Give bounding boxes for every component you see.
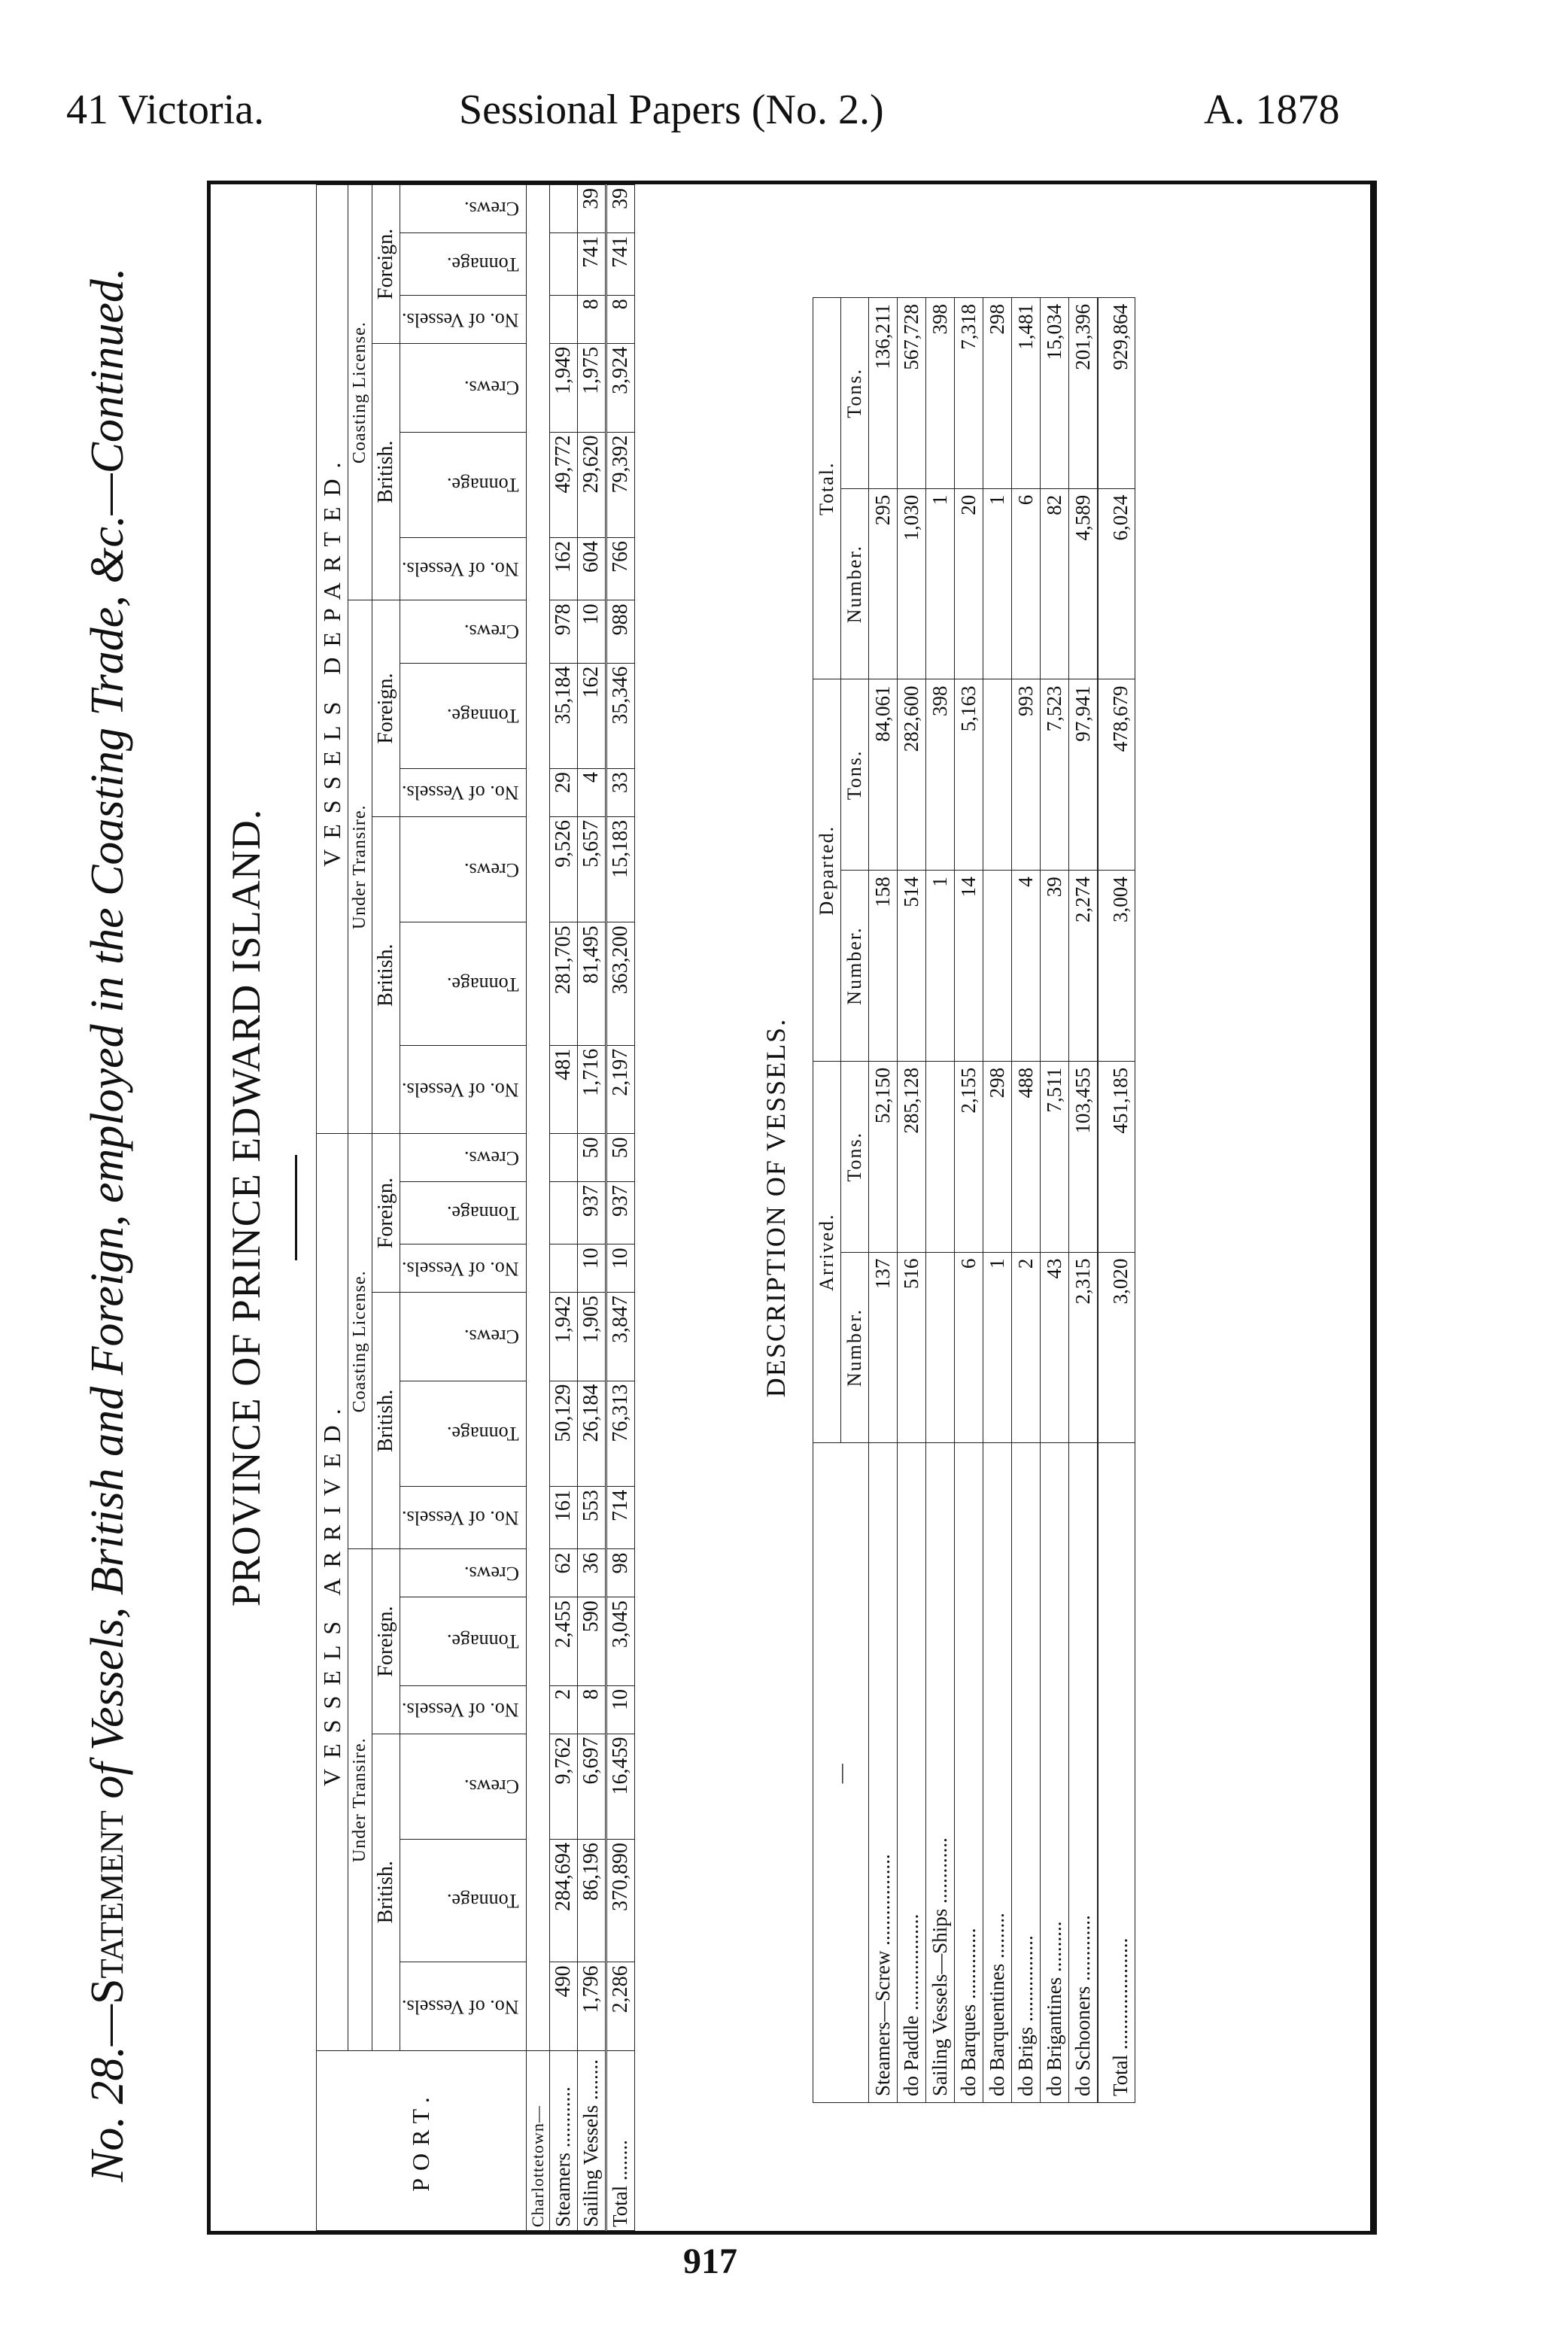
column-header-vessels [400, 1244, 527, 1293]
cell-d_ut_f-1: 162 [577, 663, 606, 769]
column-header-tonnage [400, 1840, 527, 1962]
cell-d_cl_b-0: 766 [606, 538, 634, 600]
column-header-text: Tonnage. [446, 474, 519, 497]
desc-cell-d_t: 282,600 [898, 679, 926, 871]
cell-d_ut_f-2: 988 [606, 600, 634, 663]
cell-d_cl_b-2: 1,949 [549, 343, 577, 432]
desc-cell-t_t: 201,396 [1069, 298, 1099, 489]
desc-row-label: do Barques .............. [955, 1443, 983, 2103]
cell-a_cl_b-1: 50,129 [549, 1381, 577, 1487]
cell-a_ut_b-2: 6,697 [577, 1734, 606, 1840]
cell-a_ut_b-1: 86,196 [577, 1840, 606, 1962]
nationality-header-british: British. [372, 1293, 400, 1549]
cell-d_cl_f-0: 8 [606, 296, 634, 344]
cell-d_ut_b-0: 2,197 [606, 1045, 634, 1134]
desc-cell-a_n: 6 [955, 1252, 983, 1443]
cell-a_ut_f-2: 36 [577, 1549, 606, 1597]
desc-cell-t_t: 7,318 [955, 298, 983, 489]
table-row [577, 185, 606, 2231]
cell-a_cl_f-1: 937 [577, 1182, 606, 1244]
cell-d_cl_b-0: 162 [549, 538, 577, 600]
desc-cell-d_n: 39 [1041, 871, 1069, 1062]
desc-cell-a_t: 285,128 [898, 1061, 926, 1252]
desc-cell-a_n: 3,020 [1098, 1252, 1135, 1443]
row-label: Sailing Vessels ........ [577, 2051, 606, 2231]
desc-row-label: do Schooners ............. [1069, 1443, 1099, 2103]
cell-a_ut_f-1: 2,455 [549, 1597, 577, 1686]
cell-d_cl_f-1: 741 [606, 232, 634, 295]
cell-a_cl_f-2 [549, 1134, 577, 1182]
column-header-text: No. of Vessels. [402, 1995, 519, 2018]
desc-cell-d_t: 97,941 [1069, 679, 1099, 871]
desc-row [1041, 298, 1069, 2103]
nationality-header-british: British. [372, 343, 400, 600]
cell-d_cl_f-2: 39 [606, 185, 634, 233]
desc-cell-a_n [926, 1252, 955, 1443]
column-header-text: Tonnage. [446, 1202, 519, 1225]
desc-row-label: do Brigantines .......... [1041, 1443, 1069, 2103]
column-header-text: No. of Vessels. [402, 782, 519, 804]
column-header-text: Crews. [463, 859, 519, 881]
column-header-crews [400, 600, 527, 663]
town-spacer [526, 185, 549, 2051]
nationality-header-british: British. [372, 1734, 400, 2050]
cell-d_cl_f-0: 8 [577, 296, 606, 344]
province-title: PROVINCE OF PRINCE EDWARD ISLAND. [223, 808, 269, 1607]
desc-departed-number: Number. [841, 871, 869, 1062]
port-header: PORT. [317, 2051, 527, 2231]
desc-row [983, 298, 1012, 2103]
desc-cell-d_t: 5,163 [955, 679, 983, 871]
desc-cell-d_n: 2,274 [1069, 871, 1099, 1062]
nationality-header-foreign: Foreign. [372, 1134, 400, 1293]
desc-departed-tons: Tons. [841, 679, 869, 871]
desc-row [1069, 298, 1099, 2103]
row-label: Total ........ [606, 2051, 634, 2231]
cell-a_cl_b-2: 1,905 [577, 1293, 606, 1381]
cell-a_ut_f-0: 10 [606, 1685, 634, 1734]
desc-cell-t_t: 567,728 [898, 298, 926, 489]
arrived-coasting-license: Coasting License. [348, 1134, 372, 1549]
cell-a_cl_b-1: 26,184 [577, 1381, 606, 1487]
cell-a_cl_f-0: 10 [606, 1244, 634, 1293]
cell-a_cl_b-2: 1,942 [549, 1293, 577, 1381]
cell-d_ut_b-0: 1,716 [577, 1045, 606, 1134]
column-header-text: Crews. [463, 377, 519, 400]
cell-d_ut_b-2: 9,526 [549, 816, 577, 922]
desc-row [955, 298, 983, 2103]
column-header-tonnage [400, 1182, 527, 1244]
departed-header: VESSELS DEPARTED. [317, 185, 348, 1134]
column-header-text: No. of Vessels. [402, 558, 519, 581]
column-header-text: Tonnage. [446, 1423, 519, 1445]
desc-total-tons: Tons. [841, 298, 869, 489]
desc-row [1012, 298, 1041, 2103]
statement-word: Statement [82, 1810, 133, 2005]
desc-cell-d_n: 3,004 [1098, 871, 1135, 1062]
cell-a_ut_f-0: 8 [577, 1685, 606, 1734]
header-year: A. 1878 [1204, 87, 1340, 133]
column-header-text: Tonnage. [446, 705, 519, 728]
desc-total-row [1098, 298, 1135, 2103]
desc-cell-a_t: 2,155 [955, 1061, 983, 1252]
desc-arrived-number: Number. [841, 1252, 869, 1443]
column-header-text: Tonnage. [446, 973, 519, 995]
column-header-vessels [400, 1685, 527, 1734]
desc-dash: — [813, 1443, 869, 2103]
cell-a_ut_f-0: 2 [549, 1685, 577, 1734]
desc-cell-d_n: 158 [869, 871, 898, 1062]
desc-cell-a_n: 2,315 [1069, 1252, 1099, 1443]
desc-cell-a_n: 516 [898, 1252, 926, 1443]
desc-cell-a_n: 2 [1012, 1252, 1041, 1443]
desc-cell-t_n: 6,024 [1098, 488, 1135, 679]
column-header-tonnage [400, 922, 527, 1045]
column-header-text: No. of Vessels. [402, 1257, 519, 1280]
column-header-text: Tonnage. [446, 1890, 519, 1913]
desc-row [926, 298, 955, 2103]
arrived-header: VESSELS ARRIVED. [317, 1134, 348, 2051]
column-header-vessels [400, 769, 527, 817]
column-header-text: No. of Vessels. [402, 1507, 519, 1530]
desc-cell-a_t: 451,185 [1098, 1061, 1135, 1252]
desc-cell-d_n: 14 [955, 871, 983, 1062]
cell-d_ut_f-2: 10 [577, 600, 606, 663]
desc-row-label: Sailing Vessels—Ships ............. [926, 1443, 955, 2103]
desc-total: Total. [813, 298, 841, 679]
cell-a_ut_b-2: 16,459 [606, 1734, 634, 1840]
cell-d_ut_b-1: 81,495 [577, 922, 606, 1045]
cell-a_cl_f-2: 50 [606, 1134, 634, 1182]
desc-cell-t_t: 929,864 [1098, 298, 1135, 489]
cell-d_cl_b-0: 604 [577, 538, 606, 600]
desc-cell-t_n: 1 [983, 488, 1012, 679]
desc-cell-d_t: 478,679 [1098, 679, 1135, 871]
desc-cell-d_n: 514 [898, 871, 926, 1062]
column-header-crews [400, 185, 527, 233]
cell-d_ut_b-2: 5,657 [577, 816, 606, 922]
cell-d_ut_b-2: 15,183 [606, 816, 634, 922]
column-header-text: Crews. [463, 1562, 519, 1585]
desc-row-label: do Paddle ................... [898, 1443, 926, 2103]
desc-cell-a_n: 1 [983, 1252, 1012, 1443]
cell-a_cl_b-1: 76,313 [606, 1381, 634, 1487]
desc-row-label: Steamers—Screw .................. [869, 1443, 898, 2103]
cell-d_ut_b-1: 281,705 [549, 922, 577, 1045]
title-rule [295, 1155, 297, 1260]
desc-cell-a_t [926, 1061, 955, 1252]
column-header-text: Crews. [463, 621, 519, 643]
cell-a_ut_f-2: 98 [606, 1549, 634, 1597]
column-header-crews [400, 1134, 527, 1182]
cell-d_cl_b-1: 79,392 [606, 432, 634, 538]
page-number: 917 [683, 2241, 737, 2281]
header-title: Sessional Papers (No. 2.) [459, 87, 884, 133]
cell-a_ut_b-0: 490 [549, 1962, 577, 2051]
desc-row-label: do Barquentines ......... [983, 1443, 1012, 2103]
cell-d_cl_f-1: 741 [577, 232, 606, 295]
cell-a_cl_b-0: 161 [549, 1487, 577, 1549]
cell-a_ut_f-2: 62 [549, 1549, 577, 1597]
column-header-vessels [400, 1962, 527, 2051]
column-header-crews [400, 816, 527, 922]
desc-cell-t_n: 1 [926, 488, 955, 679]
column-header-text: Tonnage. [446, 1630, 519, 1653]
desc-arrived: Arrived. [813, 1061, 841, 1442]
header-session: 41 Victoria. [66, 87, 265, 133]
desc-arrived-tons: Tons. [841, 1061, 869, 1252]
cell-a_ut_b-1: 284,694 [549, 1840, 577, 1962]
cell-a_cl_b-0: 714 [606, 1487, 634, 1549]
cell-d_cl_f-2 [549, 185, 577, 233]
cell-d_ut_f-0: 29 [549, 769, 577, 817]
column-header-tonnage [400, 1381, 527, 1487]
desc-cell-a_n: 43 [1041, 1252, 1069, 1443]
desc-cell-d_t [983, 679, 1012, 871]
nationality-header-foreign: Foreign. [372, 1549, 400, 1734]
cell-d_ut_f-0: 4 [577, 769, 606, 817]
desc-cell-t_t: 298 [983, 298, 1012, 489]
desc-cell-t_n: 82 [1041, 488, 1069, 679]
desc-cell-a_t: 298 [983, 1061, 1012, 1252]
description-table [813, 297, 1135, 2103]
column-header-text: Crews. [463, 1147, 519, 1169]
cell-d_ut_f-1: 35,184 [549, 663, 577, 769]
cell-d_ut_f-2: 978 [549, 600, 577, 663]
vessels-table [316, 184, 635, 2231]
desc-cell-t_n: 4,589 [1069, 488, 1099, 679]
desc-cell-a_n: 137 [869, 1252, 898, 1443]
column-header-vessels [400, 1487, 527, 1549]
cell-a_cl_f-1: 937 [606, 1182, 634, 1244]
departed-coasting-license: Coasting License. [348, 185, 372, 600]
cell-a_ut_b-0: 1,796 [577, 1962, 606, 2051]
cell-d_cl_b-1: 29,620 [577, 432, 606, 538]
desc-cell-t_n: 20 [955, 488, 983, 679]
column-header-crews [400, 1549, 527, 1597]
column-header-tonnage [400, 232, 527, 295]
cell-d_ut_b-0: 481 [549, 1045, 577, 1134]
nationality-header-foreign: Foreign. [372, 185, 400, 344]
statement-rest: of Vessels, British and Foreign, employed in the Coasting Trade, &c.—Continued. [82, 267, 133, 1811]
desc-row-label: do Brigs ................. [1012, 1443, 1041, 2103]
desc-cell-t_t: 136,211 [869, 298, 898, 489]
desc-cell-a_t: 52,150 [869, 1061, 898, 1252]
cell-a_cl_f-0: 10 [577, 1244, 606, 1293]
cell-a_cl_b-2: 3,847 [606, 1293, 634, 1381]
desc-cell-d_n [983, 871, 1012, 1062]
cell-a_ut_f-1: 590 [577, 1597, 606, 1686]
column-header-tonnage [400, 1597, 527, 1686]
cell-a_cl_f-1 [549, 1182, 577, 1244]
cell-d_ut_b-1: 363,200 [606, 922, 634, 1045]
desc-row-label: Total ...................... [1098, 1443, 1135, 2103]
column-header-text: No. of Vessels. [402, 308, 519, 331]
cell-a_ut_b-0: 2,286 [606, 1962, 634, 2051]
cell-d_cl_b-2: 1,975 [577, 343, 606, 432]
desc-cell-a_t: 103,455 [1069, 1061, 1099, 1252]
town-label: Charlottetown— [526, 2051, 549, 2231]
column-header-crews [400, 1734, 527, 1840]
desc-cell-a_t: 488 [1012, 1061, 1041, 1252]
desc-cell-a_t: 7,511 [1041, 1061, 1069, 1252]
departed-under-transire: Under Transire. [348, 600, 372, 1134]
table-row [549, 185, 577, 2231]
column-header-crews [400, 343, 527, 432]
cell-d_cl_b-1: 49,772 [549, 432, 577, 538]
arrived-under-transire: Under Transire. [348, 1549, 372, 2051]
desc-cell-d_t: 398 [926, 679, 955, 871]
column-header-text: No. of Vessels. [402, 1079, 519, 1102]
table-total-row [606, 185, 634, 2231]
cell-d_cl_f-1 [549, 232, 577, 295]
column-header-crews [400, 1293, 527, 1381]
cell-a_ut_f-1: 3,045 [606, 1597, 634, 1686]
cell-a_ut_b-2: 9,762 [549, 1734, 577, 1840]
cell-d_cl_f-0 [549, 296, 577, 344]
desc-cell-t_n: 6 [1012, 488, 1041, 679]
cell-a_cl_f-2: 50 [577, 1134, 606, 1182]
column-header-vessels [400, 538, 527, 600]
column-header-text: No. of Vessels. [402, 1699, 519, 1722]
column-header-vessels [400, 296, 527, 344]
desc-cell-d_t: 993 [1012, 679, 1041, 871]
desc-total-number: Number. [841, 488, 869, 679]
description-title: DESCRIPTION OF VESSELS. [761, 1017, 791, 1398]
desc-departed: Departed. [813, 679, 841, 1061]
desc-cell-t_t: 398 [926, 298, 955, 489]
desc-row [869, 298, 898, 2103]
rotated-content [211, 184, 1369, 2231]
cell-a_cl_b-0: 553 [577, 1487, 606, 1549]
desc-cell-t_n: 1,030 [898, 488, 926, 679]
statement-number: No. 28.— [82, 2004, 133, 2182]
column-header-text: Crews. [463, 1776, 519, 1798]
column-header-text: Tonnage. [446, 254, 519, 276]
cell-a_cl_f-0 [549, 1244, 577, 1293]
column-header-text: Crews. [463, 198, 519, 220]
desc-cell-t_t: 15,034 [1041, 298, 1069, 489]
desc-cell-t_t: 1,481 [1012, 298, 1041, 489]
column-header-tonnage [400, 663, 527, 769]
desc-cell-d_t: 84,061 [869, 679, 898, 871]
cell-a_ut_b-1: 370,890 [606, 1840, 634, 1962]
cell-d_ut_f-1: 35,346 [606, 663, 634, 769]
nationality-header-foreign: Foreign. [372, 600, 400, 817]
column-header-text: Crews. [463, 1326, 519, 1348]
cell-d_cl_f-2: 39 [577, 185, 606, 233]
desc-row [898, 298, 926, 2103]
column-header-tonnage [400, 432, 527, 538]
nationality-header-british: British. [372, 816, 400, 1133]
cell-d_ut_f-0: 33 [606, 769, 634, 817]
cell-d_cl_b-2: 3,924 [606, 343, 634, 432]
column-header-vessels [400, 1045, 527, 1134]
row-label: Steamers ............ [549, 2051, 577, 2231]
desc-cell-d_n: 4 [1012, 871, 1041, 1062]
desc-cell-d_n: 1 [926, 871, 955, 1062]
desc-cell-t_n: 295 [869, 488, 898, 679]
statement-title [81, 268, 135, 2182]
desc-cell-d_t: 7,523 [1041, 679, 1069, 871]
